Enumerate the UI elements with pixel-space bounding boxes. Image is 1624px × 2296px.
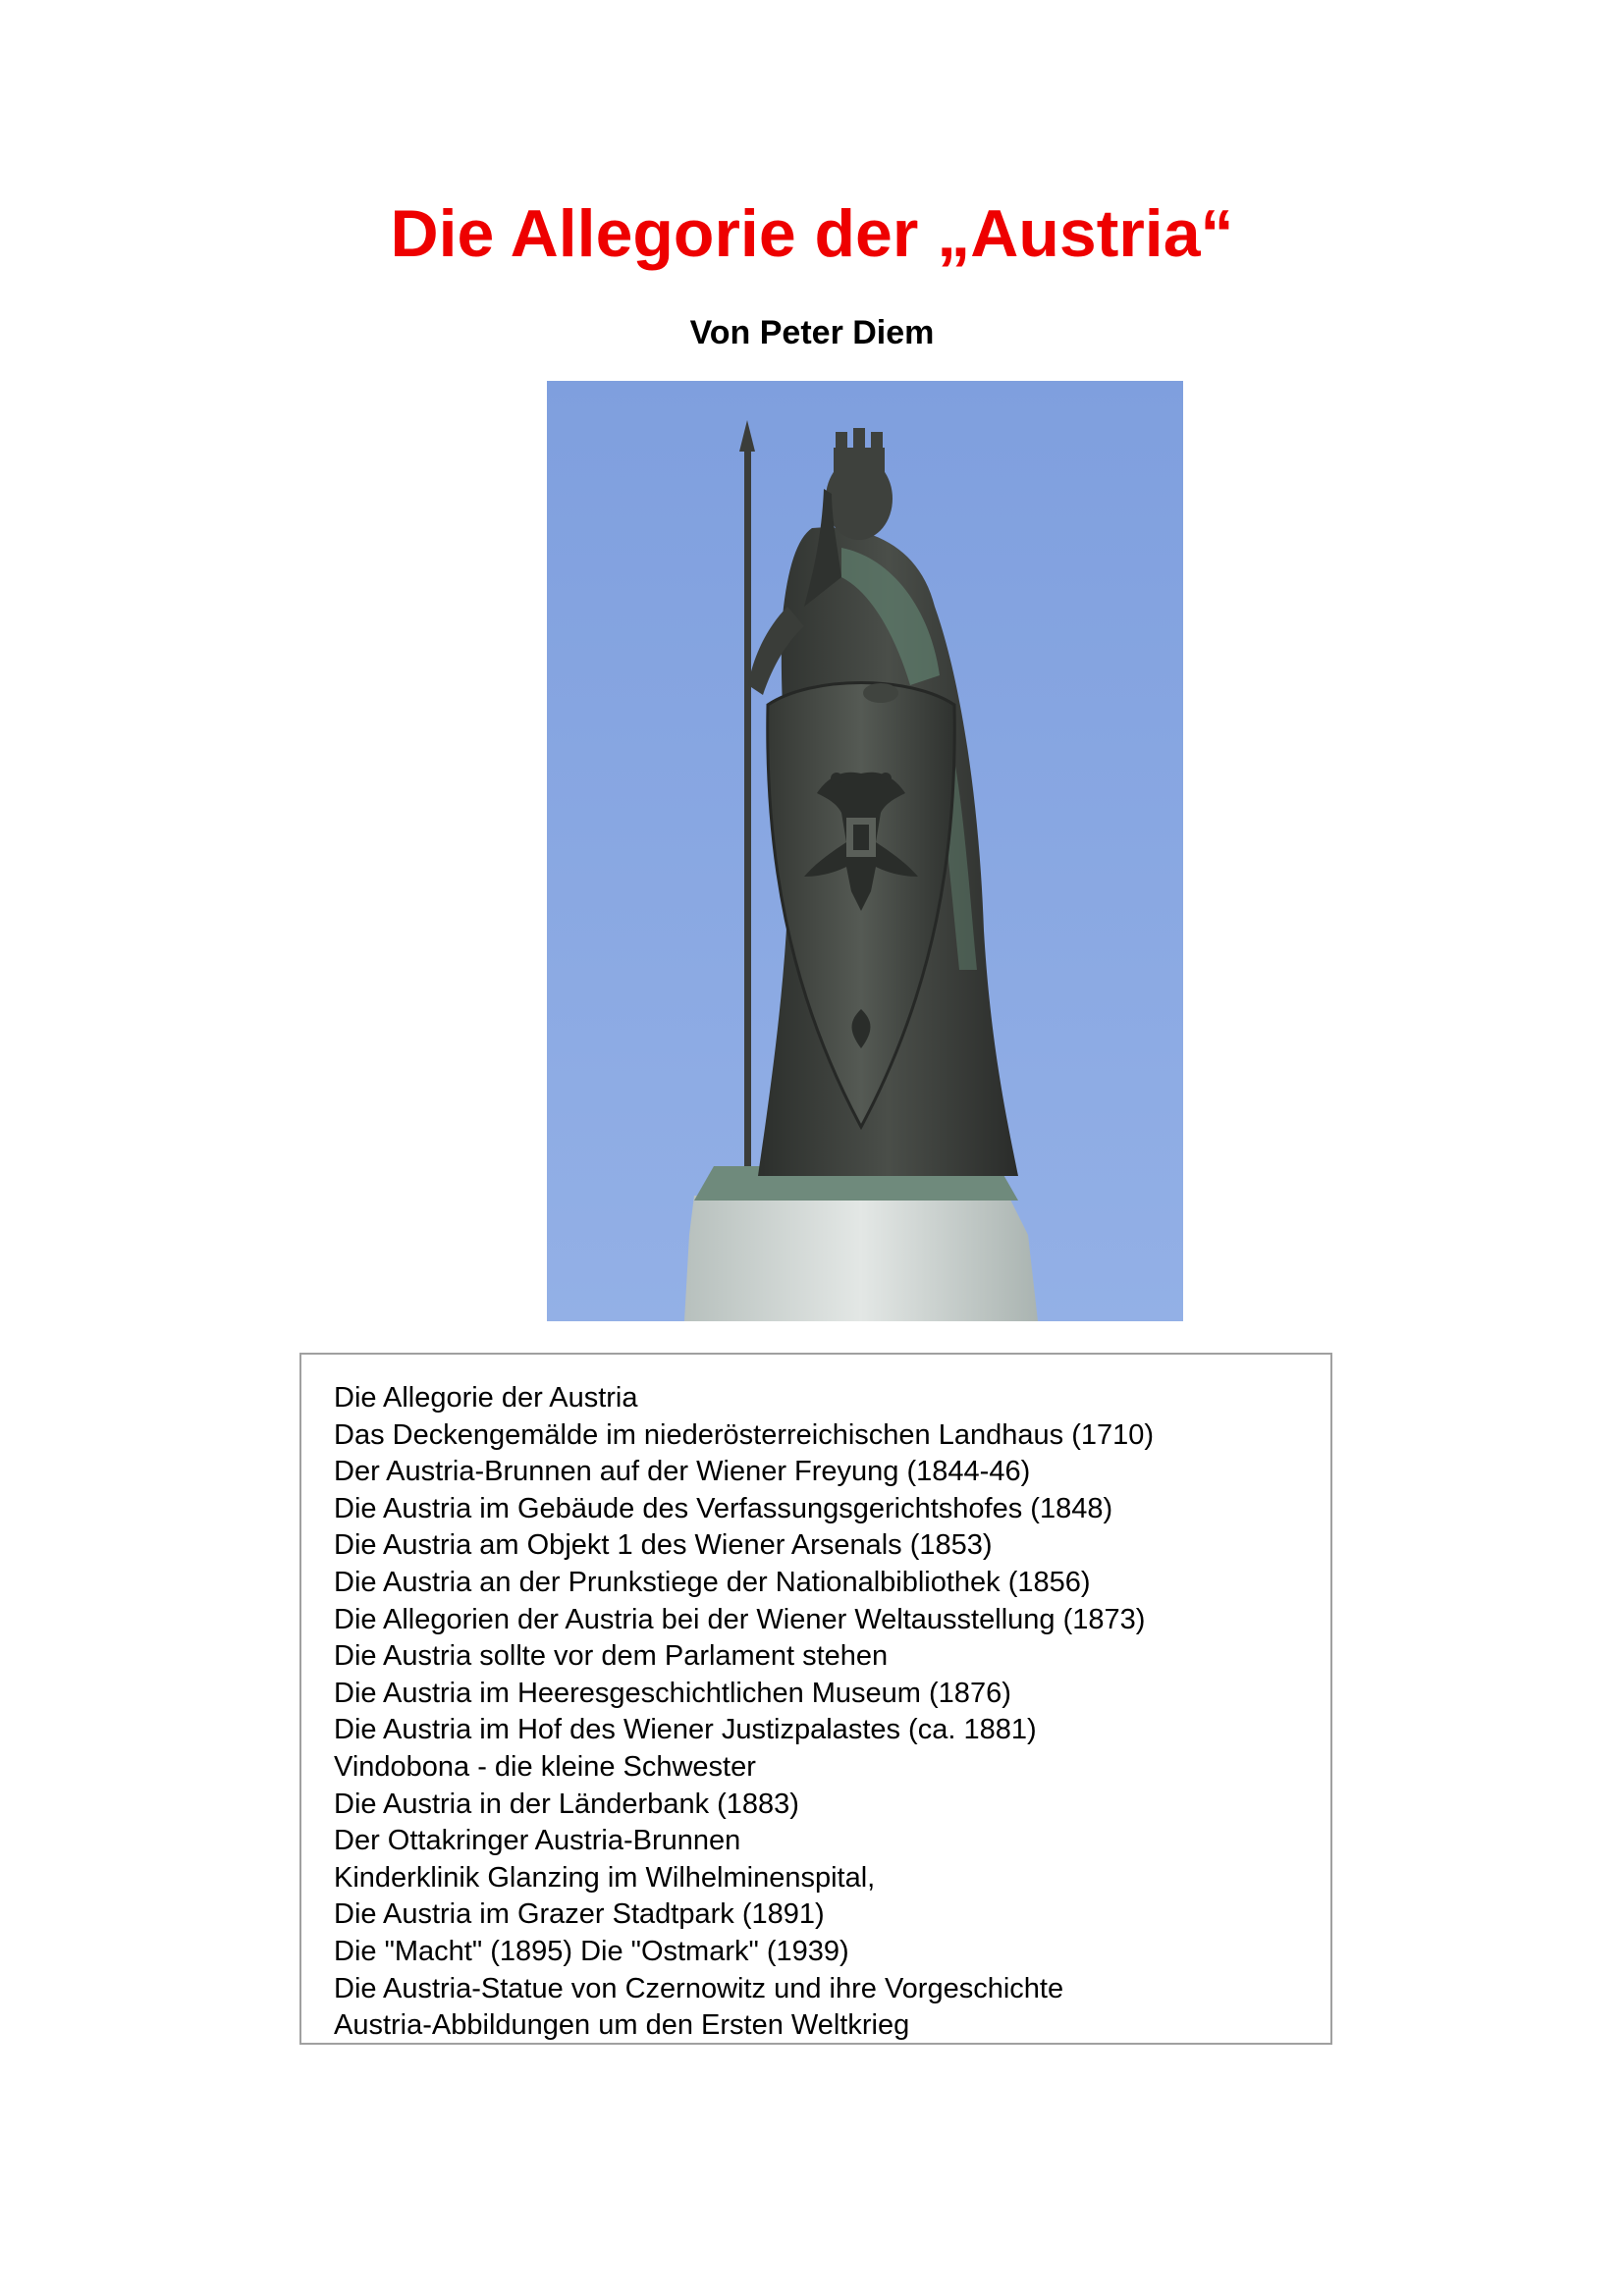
toc-item[interactable]: Die Austria im Hof des Wiener Justizpalastes (ca. 1881)	[334, 1714, 1037, 1746]
toc-item[interactable]: Die Austria-Statue von Czernowitz und ihre Vorgeschichte	[334, 1972, 1064, 2004]
toc-item[interactable]: Die Allegorie der Austria	[334, 1382, 638, 1414]
spear-shaft	[744, 440, 751, 1166]
toc-item[interactable]: Der Ottakringer Austria-Brunnen	[334, 1825, 741, 1857]
mural-crown	[834, 448, 885, 475]
toc-item[interactable]: Die "Macht" (1895) Die "Ostmark" (1939)	[334, 1935, 849, 1967]
toc-item[interactable]: Die Allegorien der Austria bei der Wiener Weltausstellung (1873)	[334, 1603, 1146, 1635]
page-title: Die Allegorie der „Austria“	[390, 196, 1234, 271]
toc-item[interactable]: Kinderklinik Glanzing im Wilhelminenspital,	[334, 1861, 876, 1894]
toc-item[interactable]: Der Austria-Brunnen auf der Wiener Freyung (1844-46)	[334, 1456, 1031, 1488]
plinth	[684, 1196, 1038, 1321]
toc-item[interactable]: Austria-Abbildungen um den Ersten Weltkrieg	[334, 2009, 910, 2042]
toc-item[interactable]: Die Austria sollte vor dem Parlament stehen	[334, 1640, 889, 1673]
toc-item[interactable]: Die Austria an der Prunkstiege der Nationalbibliothek (1856)	[334, 1566, 1091, 1598]
toc-item[interactable]: Die Austria im Grazer Stadtpark (1891)	[334, 1898, 825, 1931]
toc-item[interactable]: Vindobona - die kleine Schwester	[334, 1750, 756, 1783]
toc-item[interactable]: Die Austria in der Länderbank (1883)	[334, 1788, 799, 1820]
toc-item[interactable]: Das Deckengemälde im niederösterreichischen Landhaus (1710)	[334, 1418, 1155, 1451]
toc-item[interactable]: Die Austria im Heeresgeschichtlichen Museum (1876)	[334, 1677, 1011, 1709]
toc-item[interactable]: Die Austria im Gebäude des Verfassungsgerichtshofes (1848)	[334, 1492, 1113, 1524]
table-of-contents	[299, 1353, 1332, 2045]
toc-list	[301, 1355, 1330, 2045]
author-byline: Von Peter Diem	[689, 314, 935, 351]
toc-item[interactable]: Die Austria am Objekt 1 des Wiener Arsenals (1853)	[334, 1529, 993, 1562]
austria-statue-photo	[547, 381, 1183, 1321]
